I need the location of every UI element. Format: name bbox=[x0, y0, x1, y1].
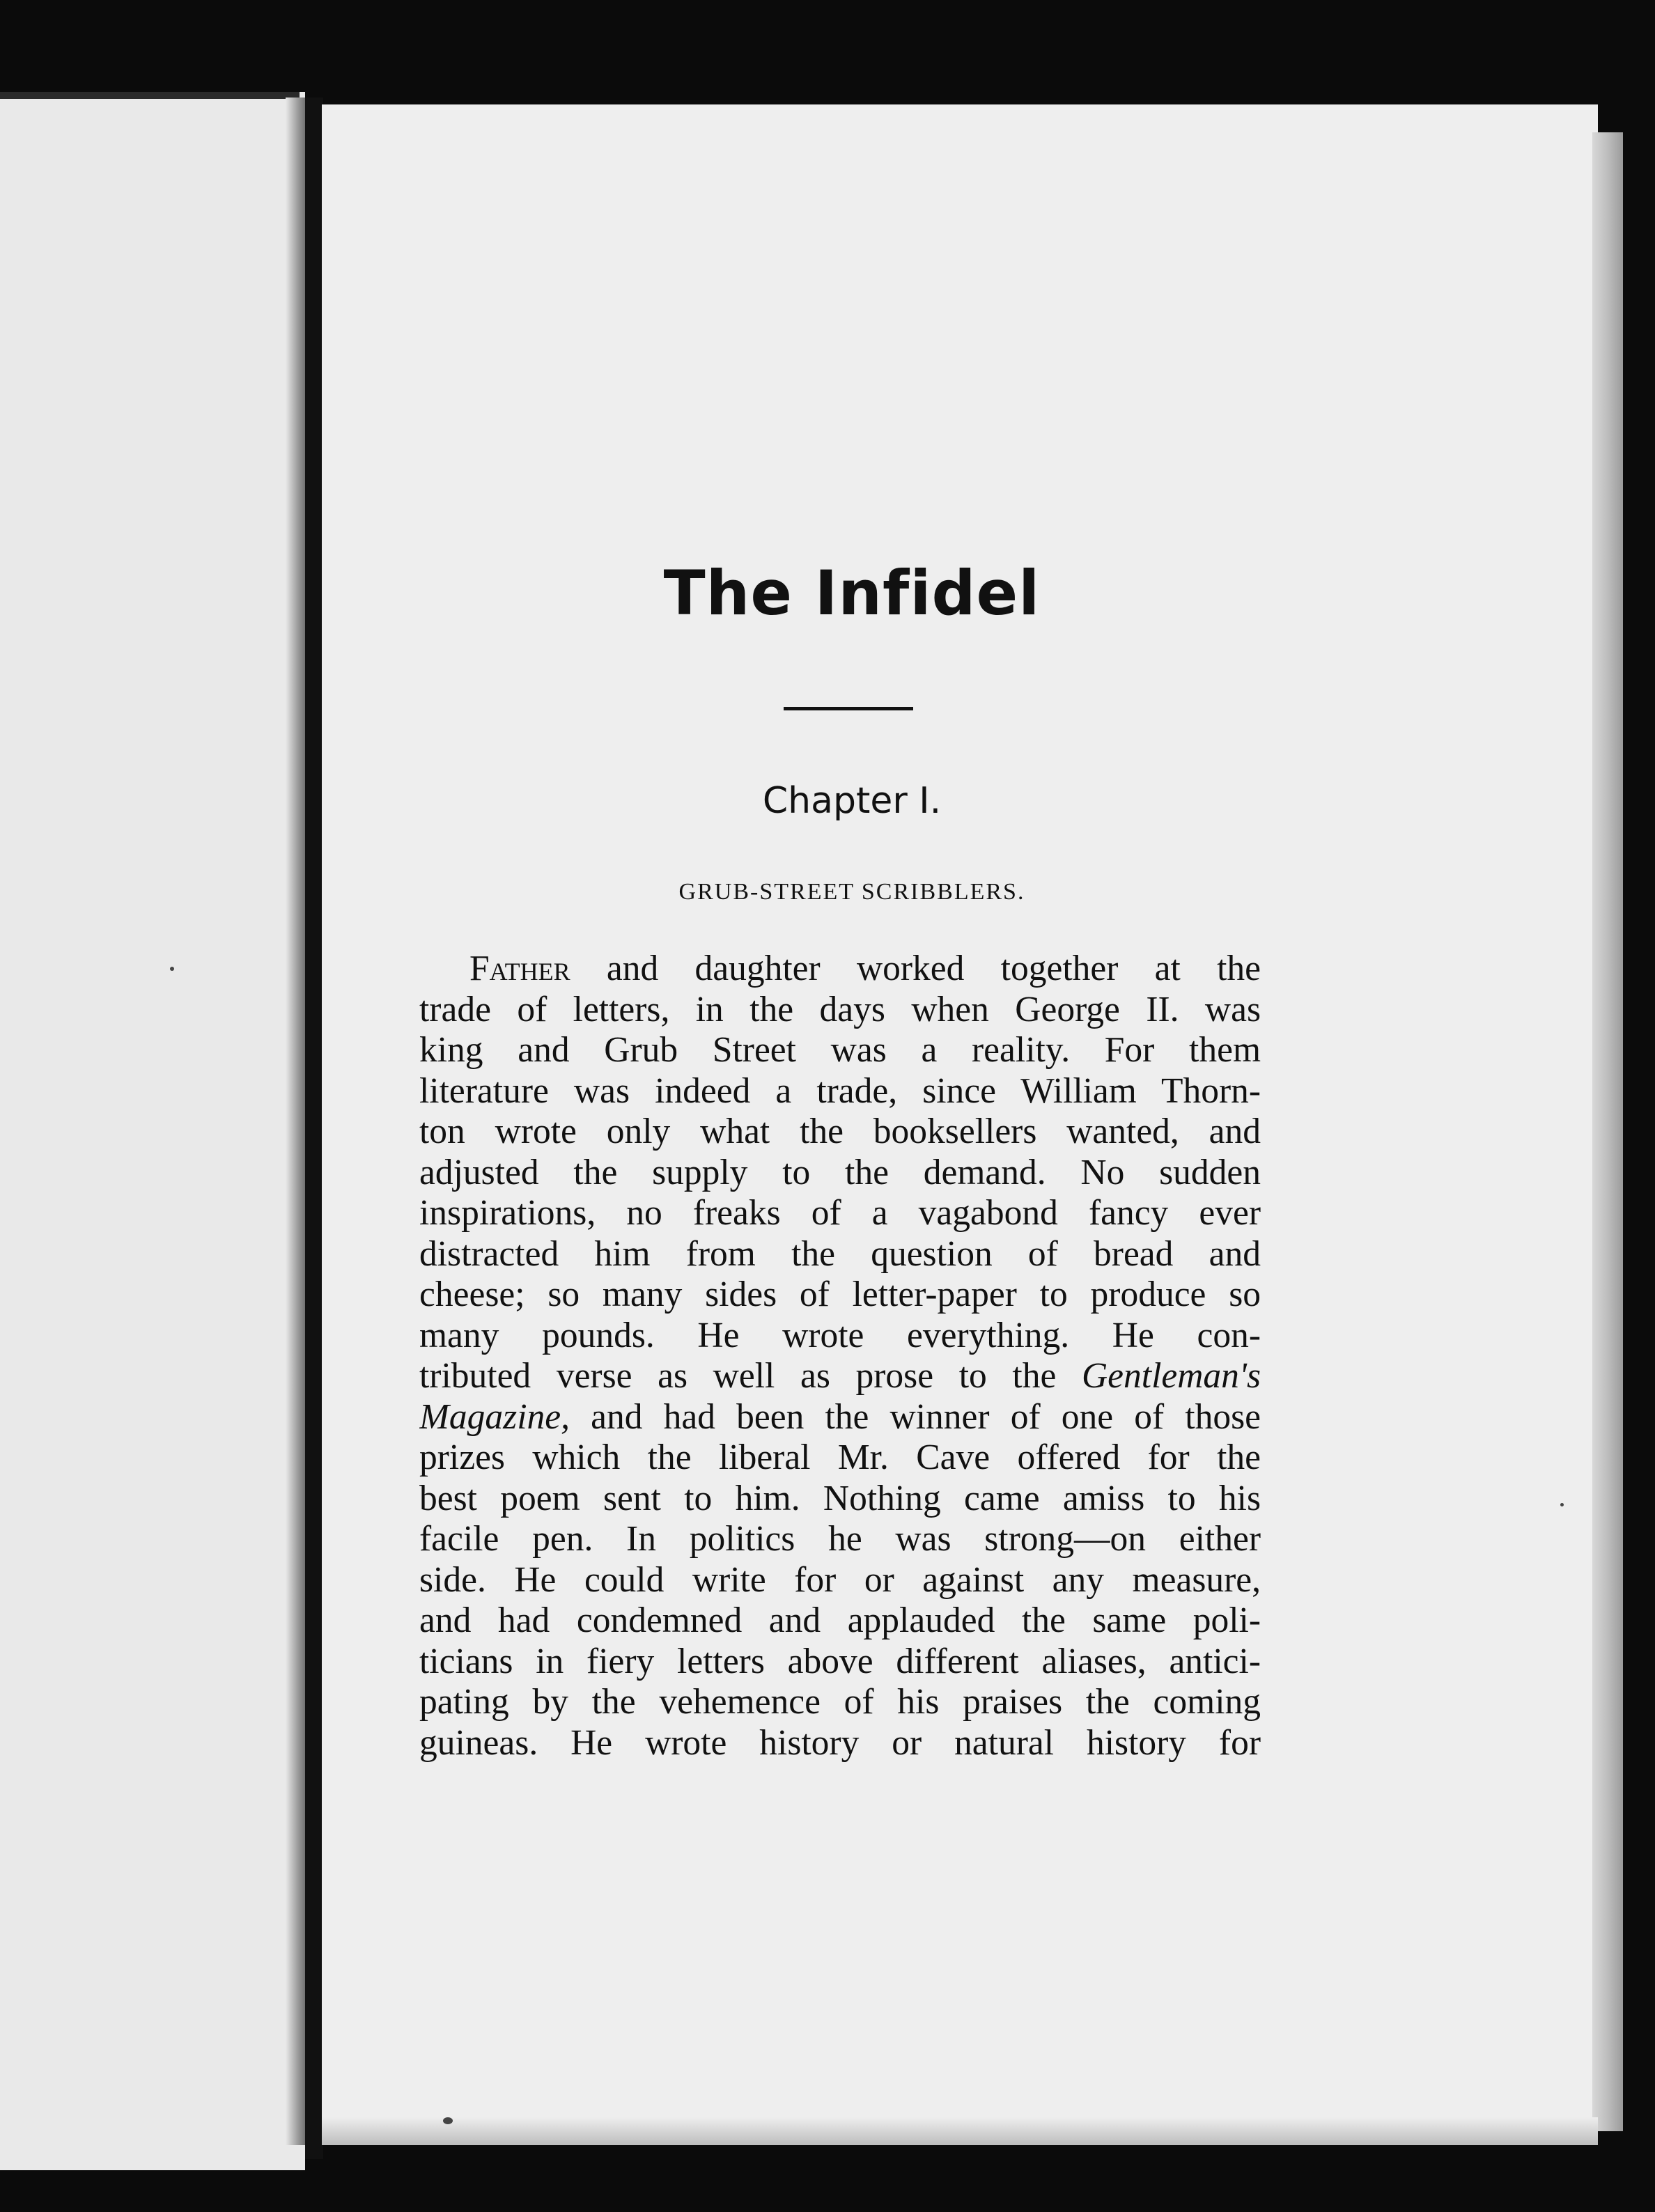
text-line bbox=[419, 949, 1261, 990]
text-line: inspirations, no freaks of a vagabond fancy ever bbox=[419, 1193, 1261, 1233]
text-line: literature was indeed a trade, since William Thorn- bbox=[419, 1070, 1261, 1111]
text-line: ton wrote only what the booksellers wanted, and bbox=[419, 1112, 1261, 1151]
right-page-fore-edge bbox=[1592, 132, 1623, 2131]
magazine-title-italic: Gentleman's bbox=[1081, 1356, 1261, 1396]
paper-speck bbox=[443, 2117, 453, 2124]
text-line bbox=[419, 1356, 1261, 1397]
text-line: cheese; so many sides of letter-paper to produce so bbox=[419, 1275, 1261, 1314]
page-bottom-shadow bbox=[322, 2117, 1598, 2145]
chapter-body-text bbox=[419, 949, 1261, 1763]
title-rule bbox=[784, 707, 913, 710]
chapter-subheading: GRUB-STREET SCRIBBLERS. bbox=[678, 879, 1025, 905]
text-line bbox=[419, 1397, 1261, 1438]
text-line: adjusted the supply to the demand. No sudden bbox=[419, 1152, 1261, 1192]
text-line-content: and daughter worked together at the bbox=[570, 949, 1261, 988]
text-line: distracted him from the question of bread and bbox=[419, 1233, 1261, 1274]
text-line: many pounds. He wrote everything. He con- bbox=[419, 1315, 1261, 1355]
text-line: best poem sent to him. Nothing came amiss to his bbox=[419, 1478, 1261, 1518]
left-page-top-edge bbox=[0, 92, 300, 99]
text-line: side. He could write for or against any measure, bbox=[419, 1559, 1261, 1600]
book-title: The Infidel bbox=[663, 557, 1041, 629]
left-blank-page bbox=[0, 92, 305, 2170]
text-line: trade of letters, in the days when George II. was bbox=[419, 989, 1261, 1029]
left-page-gutter-shadow bbox=[286, 98, 306, 2145]
text-line: guineas. He wrote history or natural history for bbox=[419, 1722, 1261, 1763]
book-gutter bbox=[305, 98, 323, 2159]
paper-speck bbox=[1560, 1503, 1564, 1506]
paper-speck bbox=[170, 967, 174, 971]
opening-word: Father bbox=[469, 949, 570, 988]
text-line: king and Grub Street was a reality. For them bbox=[419, 1030, 1261, 1070]
chapter-heading: Chapter I. bbox=[762, 780, 942, 822]
text-line-content: tributed verse as well as prose to the bbox=[419, 1356, 1082, 1396]
text-line: prizes which the liberal Mr. Cave offered for the bbox=[419, 1438, 1261, 1477]
text-line: and had condemned and applauded the same poli- bbox=[419, 1600, 1261, 1640]
magazine-title-italic: Magazine, bbox=[419, 1396, 570, 1437]
text-line: ticians in fiery letters above different aliases, antici- bbox=[419, 1641, 1261, 1681]
text-line: facile pen. In politics he was strong—on either bbox=[419, 1519, 1261, 1559]
text-line: pating by the vehemence of his praises the coming bbox=[419, 1682, 1261, 1722]
text-line-content: and had been the winner of one of those bbox=[569, 1396, 1261, 1437]
